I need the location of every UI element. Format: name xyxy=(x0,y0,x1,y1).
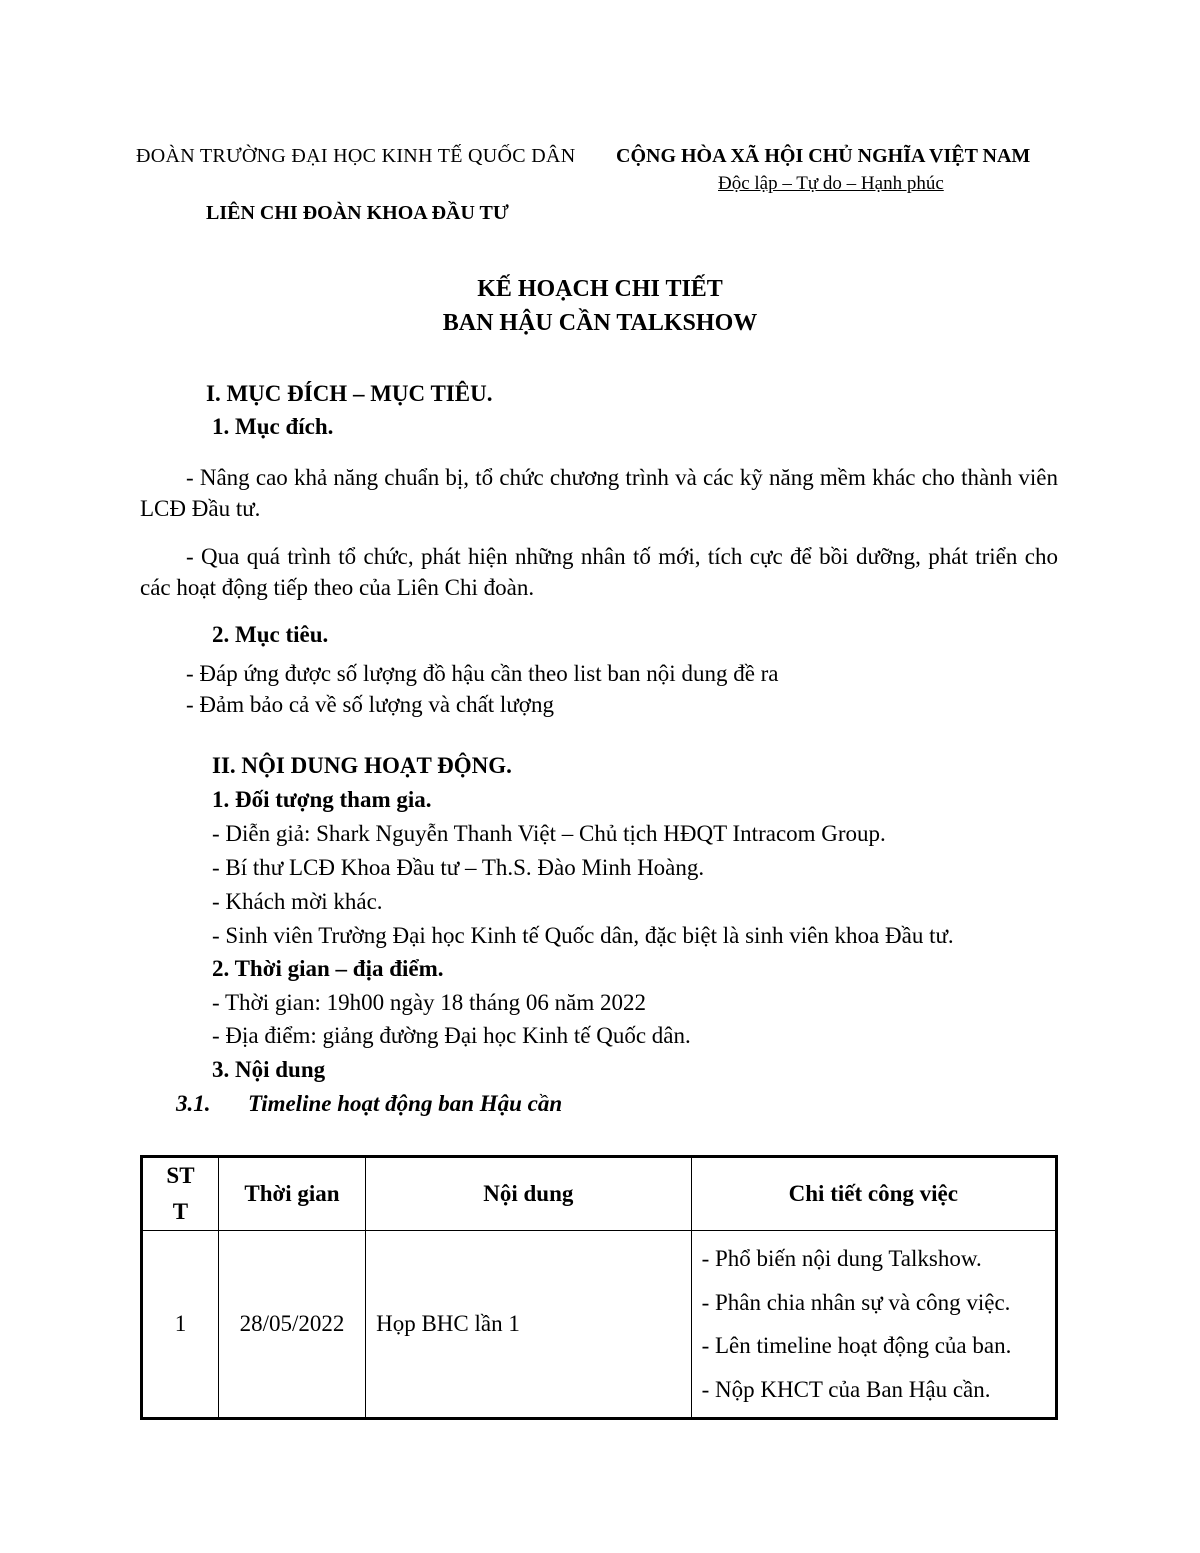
participant-item: - Khách mời khác. xyxy=(212,889,383,914)
purpose-heading: 1. Mục đích. xyxy=(212,414,334,439)
event-time: - Thời gian: 19h00 ngày 18 tháng 06 năm 2022 xyxy=(212,990,646,1015)
section-2-heading: II. NỘI DUNG HOẠT ĐỘNG. xyxy=(212,753,512,778)
organization-name: ĐOÀN TRƯỜNG ĐẠI HỌC KINH TẾ QUỐC DÂN xyxy=(136,145,576,167)
detail-item: - Phân chia nhân sự và công việc. xyxy=(701,1289,1011,1315)
header-content: Nội dung xyxy=(366,1157,692,1231)
purpose-paragraph-1: - Nâng cao khả năng chuẩn bị, tổ chức chương trình và các kỹ năng mềm khác cho thành viên LCĐ Đầu tư. xyxy=(140,465,1058,521)
header-stt-line-1: ST xyxy=(166,1163,195,1188)
row-stt: 1 xyxy=(142,1231,219,1419)
content-heading: 3. Nội dung xyxy=(212,1057,326,1082)
participant-item: - Sinh viên Trường Đại học Kinh tế Quốc dân, đặc biệt là sinh viên khoa Đầu tư. xyxy=(212,923,954,948)
detail-item: - Lên timeline hoạt động của ban. xyxy=(701,1333,1012,1358)
timeline-table xyxy=(140,1155,1058,1420)
country-name: CỘNG HÒA XÃ HỘI CHỦ NGHĨA VIỆT NAM xyxy=(616,145,1031,167)
table-header-row xyxy=(142,1157,1057,1231)
header-detail: Chi tiết công việc xyxy=(691,1157,1056,1231)
header-stt xyxy=(142,1157,219,1231)
goal-item: - Đảm bảo cả về số lượng và chất lượng xyxy=(186,692,554,717)
row-date: 28/05/2022 xyxy=(218,1231,365,1419)
row-details xyxy=(691,1231,1056,1419)
table-row xyxy=(142,1231,1057,1419)
header-time: Thời gian xyxy=(218,1157,365,1231)
time-place-heading: 2. Thời gian – địa điểm. xyxy=(212,956,444,981)
detail-item: - Phổ biến nội dung Talkshow. xyxy=(701,1246,982,1271)
national-motto: Độc lập – Tự do – Hạnh phúc xyxy=(718,173,944,194)
goal-item: - Đáp ứng được số lượng đồ hậu cần theo list ban nội dung đề ra xyxy=(186,661,779,686)
document-title: KẾ HOẠCH CHI TIẾT xyxy=(477,276,723,302)
row-content: Họp BHC lần 1 xyxy=(366,1231,692,1419)
detail-item: - Nộp KHCT của Ban Hậu cần. xyxy=(701,1376,991,1402)
subsection-title: Timeline hoạt động ban Hậu cần xyxy=(248,1091,563,1116)
participant-item: - Bí thư LCĐ Khoa Đầu tư – Th.S. Đào Minh Hoàng. xyxy=(212,855,705,880)
goal-heading: 2. Mục tiêu. xyxy=(212,622,329,647)
header-stt-line-2: T xyxy=(172,1199,189,1224)
document-subtitle: BAN HẬU CẦN TALKSHOW xyxy=(442,310,758,336)
union-name: LIÊN CHI ĐOÀN KHOA ĐẦU TƯ xyxy=(206,202,509,224)
participants-heading: 1. Đối tượng tham gia. xyxy=(212,787,432,812)
participant-item: - Diễn giả: Shark Nguyễn Thanh Việt – Chủ tịch HĐQT Intracom Group. xyxy=(212,821,886,846)
subsection-number: 3.1. xyxy=(176,1091,211,1116)
purpose-paragraph-2: - Qua quá trình tổ chức, phát hiện những nhân tố mới, tích cực để bồi dưỡng, phát triển cho các hoạt động tiếp theo của Liên Chi đoàn. xyxy=(140,544,1058,600)
section-1-heading: I. MỤC ĐÍCH – MỤC TIÊU. xyxy=(206,381,493,406)
event-place: - Địa điểm: giảng đường Đại học Kinh tế Quốc dân. xyxy=(212,1023,691,1048)
